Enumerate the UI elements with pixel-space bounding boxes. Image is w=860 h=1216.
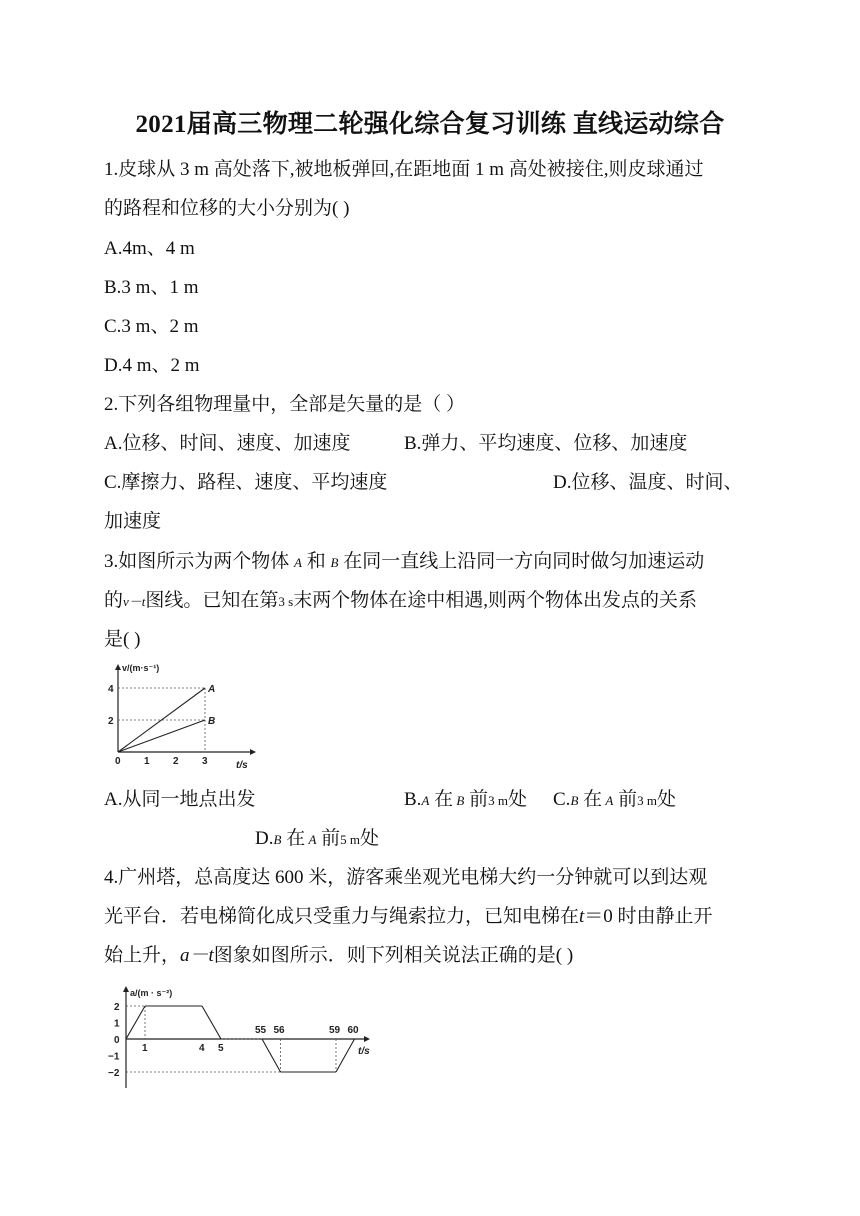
q3-time-value: 3 s <box>278 594 294 609</box>
q1-option-b: B.3 m、1 m <box>104 277 199 298</box>
q1-stem-line1: 1.皮球从 3 m 高处落下,被地板弹回,在距地面 1 m 高处被接住,则皮球通过 <box>104 159 704 180</box>
q4-stem-line3 <box>104 944 573 968</box>
q3-text: 前 <box>469 789 489 810</box>
q2-option-d: D.位移、温度、时间、 <box>553 472 743 493</box>
y-tick-label: −1 <box>108 1051 120 1063</box>
x-tick-label: 2 <box>173 756 179 767</box>
y-axis-arrow <box>123 986 129 992</box>
x-tick-label: 56 <box>273 1025 285 1036</box>
q3-object-a-label: A <box>308 832 317 847</box>
y-axis-arrow <box>115 664 121 670</box>
q4-stem-line1: 4.广州塔，总高度达 600 米，游客乘坐观光电梯大约一分钟就可以到达观 <box>104 867 708 888</box>
x-axis-arrow <box>364 1036 370 1042</box>
q3-text: D. <box>255 828 274 849</box>
q4-at-symbol: a－t <box>180 945 214 966</box>
y-tick-label: 0 <box>114 1035 120 1046</box>
q3-object-a-label: A <box>605 793 614 808</box>
q3-stem-line1 <box>104 550 704 575</box>
q3-text: 处 <box>657 789 677 810</box>
q4-text: 光平台．若电梯简化成只受重力与绳索拉力，已知电梯在 <box>104 906 580 927</box>
q3-text: 处 <box>508 789 528 810</box>
x-tick-label: 3 <box>202 756 208 767</box>
q4-text: 图象如图所示．则下列相关说法正确的是( ) <box>213 945 574 966</box>
x-tick-label: 60 <box>347 1025 359 1036</box>
q3-text: 和 <box>306 551 326 572</box>
q2-option-a: A.位移、时间、速度、加速度 <box>104 433 351 454</box>
q3-text: 前 <box>321 828 341 849</box>
q1-stem-line2: 的路程和位移的大小分别为( ) <box>104 198 350 219</box>
q4-text: ＝0 时由静止开 <box>584 906 713 927</box>
q3-text: 处 <box>360 828 380 849</box>
series-label: B <box>208 716 216 727</box>
q3-text: C. <box>553 789 571 810</box>
y-axis-label: v/(m·s⁻¹) <box>122 663 160 673</box>
q3-object-a <box>602 793 613 808</box>
q3-distance: 3 m <box>637 793 657 808</box>
y-tick-label: 2 <box>114 1002 120 1013</box>
q3-object-b: B <box>273 832 282 847</box>
q3-text: 前 <box>618 789 638 810</box>
q4-at-chart <box>104 984 374 1092</box>
q3-text: 在 <box>434 789 454 810</box>
x-tick-label: 1 <box>142 1043 148 1054</box>
q3-text: 3.如图所示为两个物体 <box>104 551 290 572</box>
q3-text: 在同一直线上沿同一方向同时做匀加速运动 <box>343 551 705 572</box>
series-segment <box>126 1006 145 1039</box>
q3-object-b <box>453 793 464 808</box>
q3-text: 的 <box>104 590 124 611</box>
q3-distance: 3 m <box>488 793 508 808</box>
q2-option-c: C.摩擦力、路程、速度、平均速度 <box>104 472 388 493</box>
q1-option-c: C.3 m、2 m <box>104 316 199 337</box>
y-tick-label: 4 <box>108 684 114 695</box>
q3-option-d <box>255 827 379 852</box>
q3-text: 末两个物体在途中相遇,则两个物体出发点的关系 <box>293 590 697 611</box>
x-axis-label: t/s <box>236 760 248 771</box>
q3-vt-symbol: v－t <box>123 594 146 609</box>
q2-option-d-continued: 加速度 <box>104 511 162 532</box>
series-line-B <box>118 720 205 752</box>
q3-option-b <box>404 788 527 813</box>
q3-text: 在 <box>286 828 306 849</box>
page-title: 2021届高三物理二轮强化综合复习训练 直线运动综合 <box>135 111 725 138</box>
q1-option-a: A.4m、4 m <box>104 238 195 259</box>
q1-option-d: D.4 m、2 m <box>104 355 200 376</box>
q4-text: 始上升， <box>104 945 181 966</box>
x-tick-label: 4 <box>199 1043 205 1054</box>
q3-object-a: A <box>421 793 430 808</box>
q3-text: B. <box>404 789 422 810</box>
series-label: A <box>208 684 216 695</box>
q3-stem-line2 <box>104 589 697 614</box>
q3-object-a: A <box>294 555 302 570</box>
q3-object-b: B <box>570 793 579 808</box>
series-segment <box>202 1006 221 1039</box>
q3-stem-line3: 是( ) <box>104 629 141 650</box>
q4-stem-line2 <box>104 905 713 929</box>
q3-object-a <box>305 832 316 847</box>
x-axis-arrow <box>250 749 256 755</box>
q2-stem: 2.下列各组物理量中，全部是矢量的是（ ） <box>104 394 466 415</box>
x-tick-label: 1 <box>144 756 150 767</box>
x-tick-label: 55 <box>255 1025 267 1036</box>
y-tick-label: 2 <box>108 716 114 727</box>
q2-option-b: B.弹力、平均速度、位移、加速度 <box>404 433 688 454</box>
x-tick-label: 59 <box>329 1025 341 1036</box>
q3-distance: 5 m <box>340 832 361 847</box>
q3-object-b: B <box>330 555 339 570</box>
y-tick-label: −2 <box>108 1068 120 1079</box>
series-segment <box>336 1039 355 1072</box>
q3-vt-chart <box>104 660 264 772</box>
q3-object-b-label: B <box>456 793 465 808</box>
q3-option-c <box>553 788 676 813</box>
q4-t-symbol: t <box>579 906 585 927</box>
y-tick-label: 1 <box>114 1018 120 1030</box>
y-axis-label: a/(m · s⁻²) <box>130 988 173 998</box>
x-tick-label: 0 <box>115 756 121 767</box>
q3-text: 在 <box>583 789 603 810</box>
q3-option-a: A.从同一地点出发 <box>104 789 256 810</box>
q3-text: 图线。已知在第 <box>145 590 279 611</box>
x-axis-label: t/s <box>358 1046 370 1057</box>
series-segment <box>262 1039 281 1072</box>
x-tick-label: 5 <box>218 1043 224 1054</box>
